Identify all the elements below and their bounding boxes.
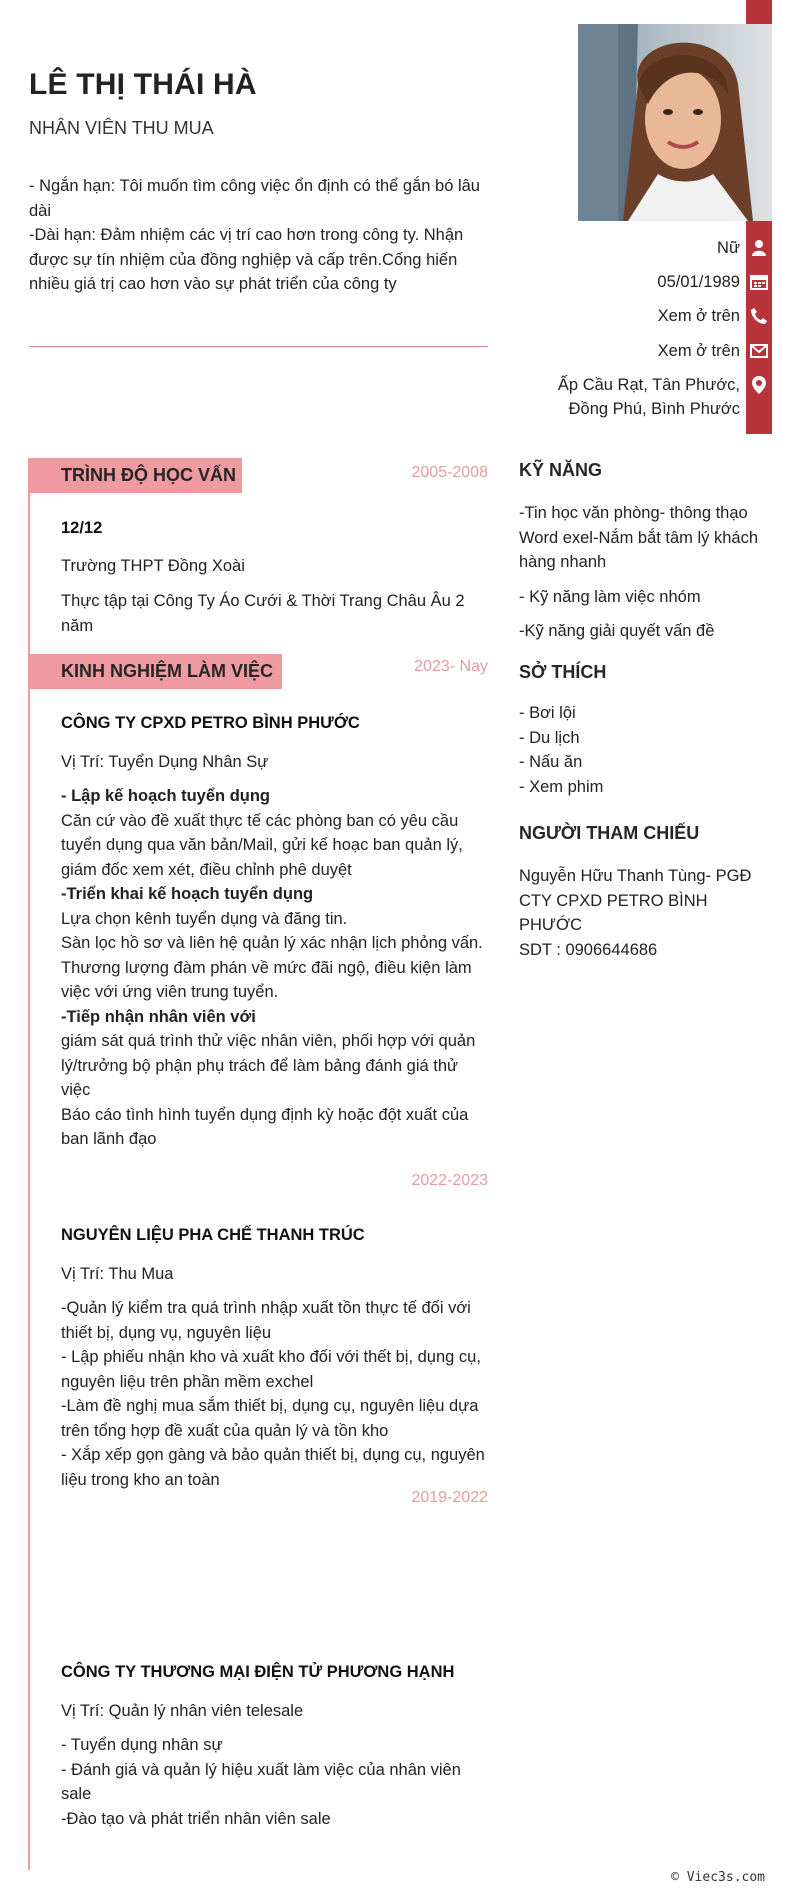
contact-birthday: 05/01/1989 <box>657 273 740 291</box>
references-list <box>519 864 772 962</box>
contact-phone: Xem ở trên <box>657 307 740 325</box>
job-detail-line: -Tiếp nhận nhân viên với <box>61 1007 256 1026</box>
experience-heading: KINH NGHIỆM LÀM VIỆC <box>29 654 282 689</box>
references-heading: NGƯỜI THAM CHIẾU <box>519 823 700 843</box>
job-detail-line: - Tuyển dụng nhân sự <box>61 1736 223 1754</box>
objective-long-term: -Dài hạn: Đảm nhiệm các vị trí cao hơn trong công ty. Nhận được sự tín nhiệm của đồng nghiệp và cấp trên.Cống hiến nhiều giá trị cao hơn vào sự phát triển của công ty <box>29 226 464 293</box>
job-detail-line: - Lập phiếu nhận kho và xuất kho đối với thết bị, dụng cụ, nguyên liệu trên phần mềm exchel <box>61 1348 481 1391</box>
skill-item: - Kỹ năng làm việc nhóm <box>519 587 701 606</box>
hobbies-heading: SỞ THÍCH <box>519 662 607 682</box>
job-position: Vị Trí: Thu Mua <box>61 1265 174 1283</box>
job-detail-line: - Đánh giá và quản lý hiệu xuất làm việc của nhân viên sale <box>61 1760 461 1803</box>
header-divider <box>29 346 488 347</box>
hobby-item: - Xem phim <box>519 777 604 796</box>
footer-watermark: © Viec3s.com <box>671 1870 765 1885</box>
education-degree: 12/12 <box>61 519 103 537</box>
job-detail-line: Báo cáo tình hình tuyển dụng định kỳ hoặc đột xuất của ban lãnh đạo <box>61 1105 469 1148</box>
skills-heading: KỸ NĂNG <box>519 460 603 480</box>
hobby-item: - Nấu ăn <box>519 753 583 771</box>
job-details <box>61 784 491 1152</box>
job-date: 2019-2022 <box>411 1489 488 1506</box>
person-icon <box>746 235 772 261</box>
job-details <box>61 1296 491 1492</box>
job-company: CÔNG TY THƯƠNG MẠI ĐIỆN TỬ PHƯƠNG HẠNH <box>61 1663 455 1681</box>
education-heading: TRÌNH ĐỘ HỌC VẤN <box>29 458 242 493</box>
skill-item: -Kỹ năng giải quyết vấn đề <box>519 622 715 640</box>
job-detail-line: - Xắp xếp gọn gàng và bảo quản thiết bị, dụng cụ, nguyên liệu trong kho an toàn <box>61 1446 485 1489</box>
job-date: 2022-2023 <box>411 1172 488 1189</box>
job-detail-line: Sàn lọc hồ sơ và liên hệ quản lý xác nhận lịch phỏng vấn. <box>61 934 483 952</box>
reference-line: SDT : 0906644686 <box>519 940 658 959</box>
address-line: Đồng Phú, Bình Phước <box>568 400 740 418</box>
job-title: NHÂN VIÊN THU MUA <box>29 118 214 138</box>
education-school: Trường THPT Đồng Xoài <box>61 557 245 575</box>
career-objective <box>29 174 489 297</box>
calendar-icon <box>746 269 772 295</box>
hobby-item: - Bơi lội <box>519 704 576 722</box>
hobby-item: - Du lịch <box>519 728 580 747</box>
contact-address <box>558 373 740 421</box>
mail-icon <box>746 338 772 364</box>
job-detail-line: Lựa chọn kênh tuyển dụng và đăng tin. <box>61 909 348 928</box>
job-details <box>61 1733 491 1831</box>
skills-list <box>519 501 772 644</box>
job-company: CÔNG TY CPXD PETRO BÌNH PHƯỚC <box>61 714 360 732</box>
candidate-name: LÊ THỊ THÁI HÀ <box>29 68 257 101</box>
education-note: Thực tập tại Công Ty Áo Cưới & Thời Trang Châu Âu 2 năm <box>61 592 465 635</box>
address-line: Ấp Cầu Rạt, Tân Phước, <box>557 376 740 394</box>
job-detail-line: Căn cứ vào đề xuất thực tế các phòng ban có yêu cầu tuyển dụng qua văn bản/Mail, gửi kế hoạc ban quản lý, giám đốc xem xét, điều chỉnh phê duyệt <box>61 811 463 879</box>
objective-short-term: - Ngắn hạn: Tôi muốn tìm công việc ổn định có thể gắn bó lâu dài <box>29 177 480 220</box>
contact-gender: Nữ <box>717 239 740 257</box>
profile-photo <box>578 24 772 221</box>
job-detail-line: Thương lượng đàm phán về mức đãi ngộ, điều kiện làm việc với ứng viên trung tuyển. <box>61 958 472 1001</box>
reference-line: CTY CPXD PETRO BÌNH PHƯỚC <box>519 891 708 934</box>
job-date: 2023- Nay <box>414 658 488 675</box>
job-position: Vị Trí: Tuyển Dụng Nhân Sự <box>61 753 269 771</box>
job-detail-line: -Làm đề nghị mua sắm thiết bị, dụng cụ, nguyên liệu dựa trên tổng hợp đề xuất của quản lý và tồn kho <box>61 1397 479 1440</box>
accent-block <box>746 0 772 24</box>
reference-line: Nguyễn Hữu Thanh Tùng- PGĐ <box>519 867 752 885</box>
job-detail-line: -Đào tạo và phát triển nhân viên sale <box>61 1809 331 1828</box>
job-detail-line: -Triển khai kế hoạch tuyển dụng <box>61 885 314 903</box>
contact-email: Xem ở trên <box>657 342 740 360</box>
job-detail-line: - Lập kế hoạch tuyển dụng <box>61 787 271 805</box>
location-icon <box>746 372 772 398</box>
skill-item: -Tin học văn phòng- thông thạo Word exel-Nắm bắt tâm lý khách hàng nhanh <box>519 504 759 571</box>
job-company: NGUYÊN LIỆU PHA CHẾ THANH TRÚC <box>61 1226 365 1244</box>
hobbies-list <box>519 701 772 799</box>
job-detail-line: -Quản lý kiểm tra quá trình nhập xuất tồn thực tế đối với thiết bị, dụng vụ, nguyên liệu <box>61 1299 471 1342</box>
phone-icon <box>746 303 772 329</box>
job-detail-line: giám sát quá trình thử việc nhân viên, phối hợp với quản lý/trưởng bộ phận phụ trách để làm bảng đánh giá thử việc <box>61 1032 476 1099</box>
education-date: 2005-2008 <box>411 464 488 481</box>
job-position: Vị Trí: Quản lý nhân viên telesale <box>61 1702 304 1720</box>
